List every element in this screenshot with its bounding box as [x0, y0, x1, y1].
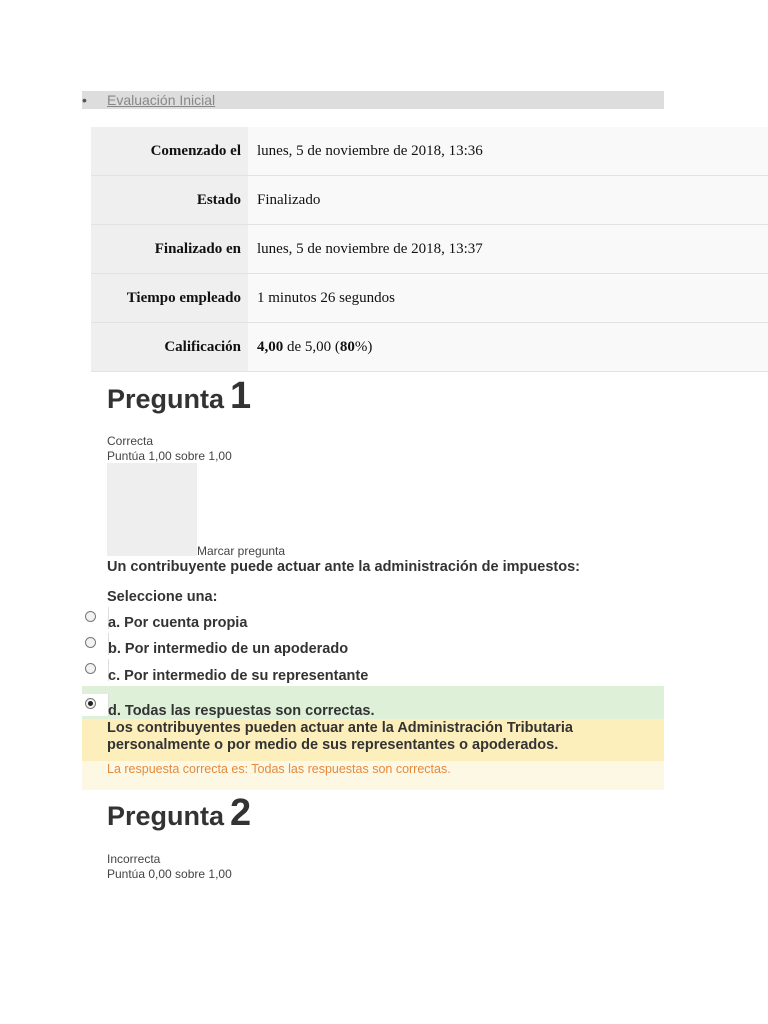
option-c-radio[interactable]	[82, 659, 109, 681]
breadcrumb-bullet: •	[82, 92, 87, 108]
breadcrumb	[82, 91, 664, 109]
question-word: Pregunta	[107, 801, 225, 831]
grade-mid: de 5,00 (	[283, 338, 340, 355]
summary-value: Finalizado	[248, 176, 768, 225]
option-d-label[interactable]: d. Todas las respuestas son correctas.	[108, 703, 375, 719]
question-word: Pregunta	[107, 384, 225, 414]
right-answer-box	[82, 761, 664, 790]
question-points: Puntúa 0,00 sobre 1,00	[107, 867, 232, 881]
summary-value: lunes, 5 de noviembre de 2018, 13:37	[248, 225, 768, 274]
grade-percent: 80	[339, 338, 355, 355]
option-b-radio[interactable]	[82, 633, 109, 655]
summary-row-state	[91, 176, 768, 225]
question-2-state	[107, 852, 232, 882]
summary-value: 1 minutos 26 segundos	[248, 274, 768, 323]
grade-score: 4,00	[257, 338, 284, 355]
summary-value-grade	[248, 323, 768, 372]
attempt-summary-table	[91, 127, 768, 372]
summary-row-started	[91, 127, 768, 176]
question-number: 2	[230, 792, 252, 834]
summary-key: Tiempo empleado	[91, 274, 248, 323]
option-a-radio[interactable]	[82, 607, 109, 629]
question-status: Correcta	[107, 434, 154, 448]
radio-checked-icon	[85, 698, 96, 709]
option-b-label[interactable]: b. Por intermedio de un apoderado	[108, 641, 349, 657]
summary-row-finished	[91, 225, 768, 274]
general-feedback	[82, 719, 664, 761]
summary-key: Estado	[91, 176, 248, 225]
summary-key: Calificación	[91, 323, 248, 372]
summary-row-grade	[91, 323, 768, 372]
summary-key: Comenzado el	[91, 127, 248, 176]
question-points: Puntúa 1,00 sobre 1,00	[107, 449, 232, 463]
question-1-title	[107, 375, 251, 418]
grade-tail: %)	[354, 338, 373, 355]
summary-row-time	[91, 274, 768, 323]
radio-unchecked-icon	[85, 611, 96, 622]
flag-icon[interactable]	[107, 463, 197, 556]
summary-value: lunes, 5 de noviembre de 2018, 13:36	[248, 127, 768, 176]
breadcrumb-link-evaluacion[interactable]: Evaluación Inicial	[107, 92, 216, 108]
flag-question-link[interactable]: Marcar pregunta	[197, 544, 286, 558]
radio-unchecked-icon	[85, 637, 96, 648]
option-d-radio[interactable]	[82, 694, 109, 716]
option-a-label[interactable]: a. Por cuenta propia	[108, 615, 248, 631]
feedback-text: Los contribuyentes pueden actuar ante la Administración Tributaria personalmente o por medio de sus representantes o apoderados.	[107, 720, 573, 753]
question-number: 1	[230, 375, 252, 417]
option-c-label[interactable]: c. Por intermedio de su representante	[108, 668, 369, 684]
question-2-title	[107, 792, 251, 835]
radio-unchecked-icon	[85, 663, 96, 674]
question-text: Un contribuyente puede actuar ante la administración de impuestos:	[107, 559, 580, 575]
question-1-state	[107, 434, 232, 464]
select-one-prompt: Seleccione una:	[107, 589, 218, 605]
summary-key: Finalizado en	[91, 225, 248, 274]
question-status: Incorrecta	[107, 852, 161, 866]
right-answer-text: La respuesta correcta es: Todas las respuestas son correctas.	[107, 762, 451, 776]
